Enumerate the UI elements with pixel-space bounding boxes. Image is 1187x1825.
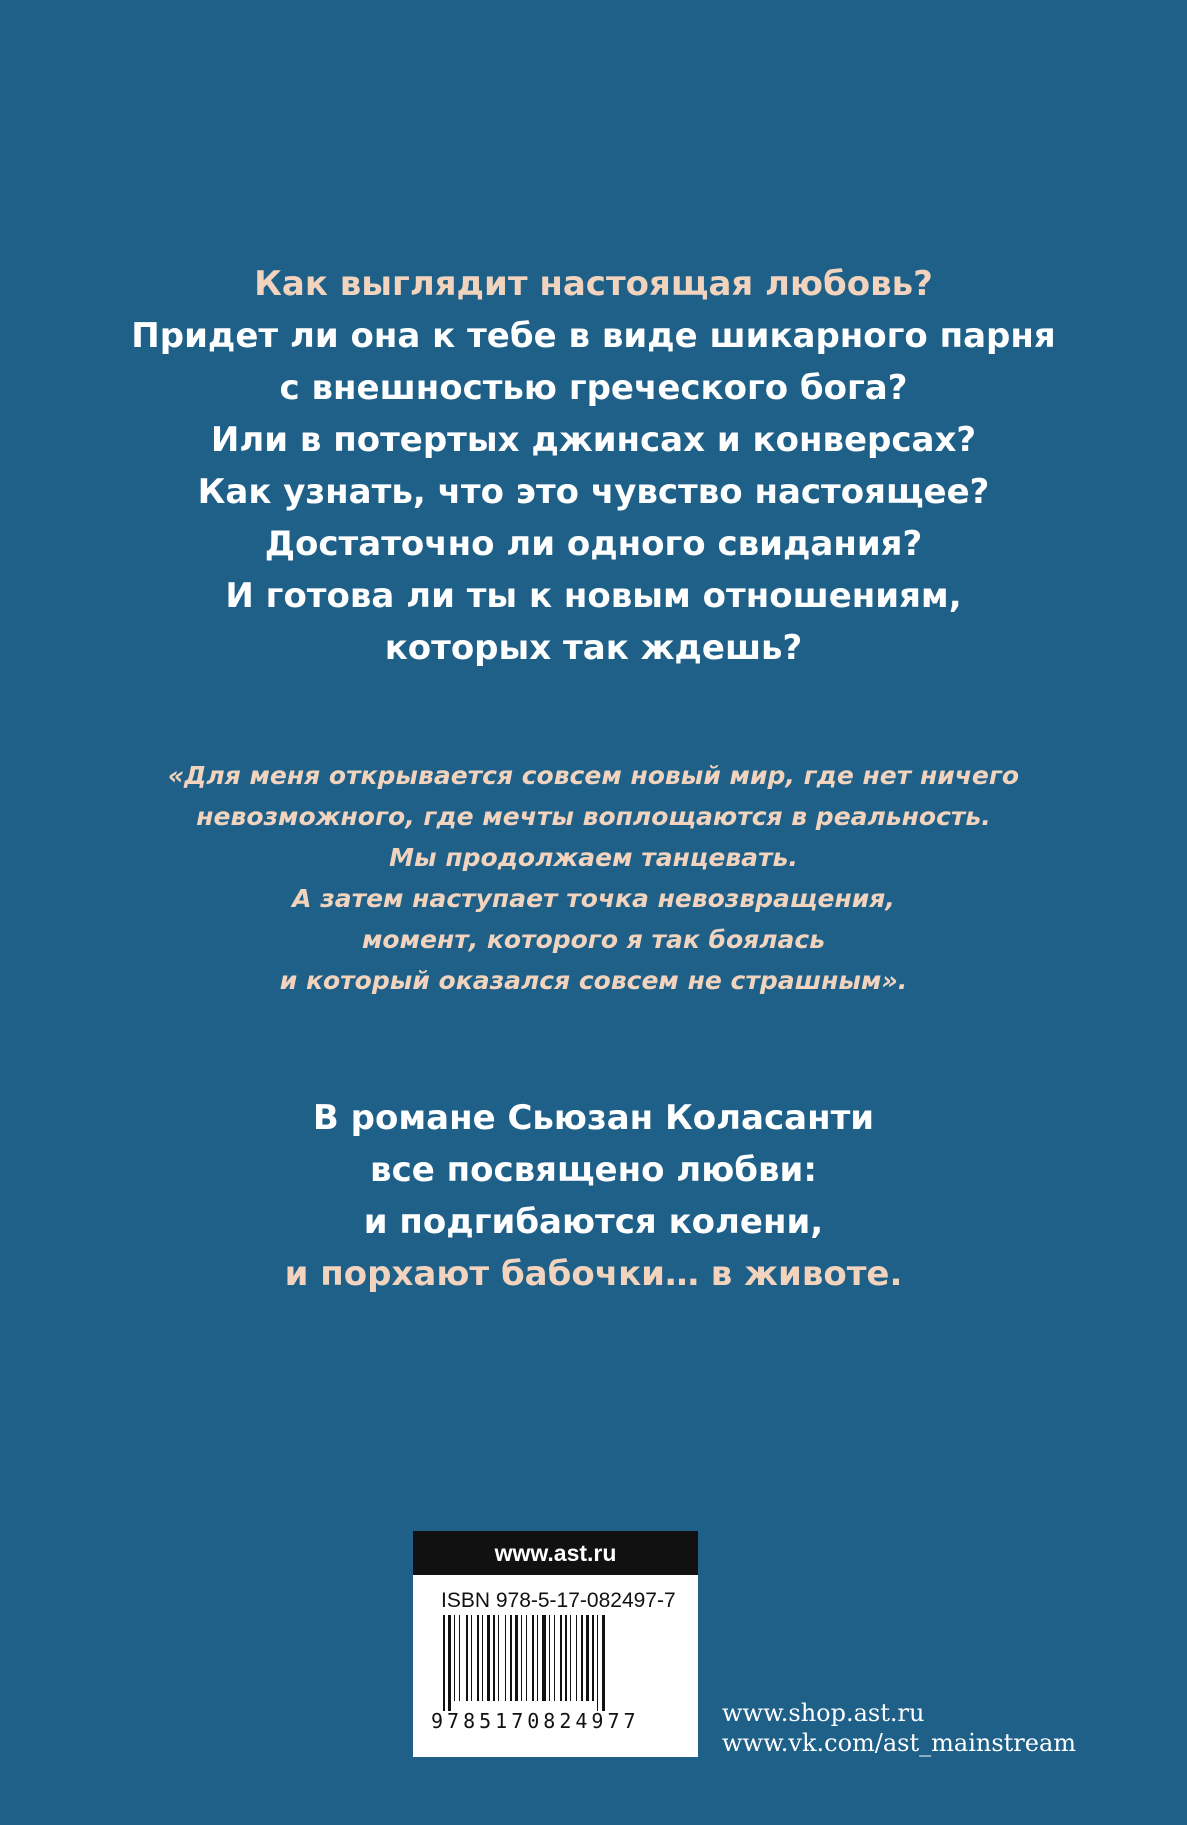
- closing-line: и подгибаются колени,: [363, 1202, 824, 1242]
- closing-line: В романе Сьюзан Коласанти: [312, 1098, 875, 1138]
- blurb-questions: [0, 258, 1187, 674]
- shop-link[interactable]: www.shop.ast.ru: [722, 1699, 925, 1727]
- closing-blurb: [0, 1092, 1187, 1300]
- ean-digits: 9785170824977: [431, 1709, 640, 1733]
- blurb-line: Как узнать, что это чувство настоящее?: [197, 472, 990, 512]
- blurb-line: Или в потертых джинсах и конверсах?: [210, 420, 977, 460]
- publisher-site: www.ast.ru: [413, 1531, 698, 1575]
- quote-line: и который оказался совсем не страшным».: [279, 966, 908, 995]
- quote-line: момент, которого я так боялась: [361, 925, 826, 954]
- book-quote: [0, 755, 1187, 1001]
- quote-line: А затем наступает точка невозвращения,: [292, 884, 895, 913]
- quote-line: Мы продолжаем танцевать.: [389, 843, 798, 872]
- quote-line: невозможного, где мечты воплощаются в реальность.: [196, 802, 991, 831]
- closing-line: и порхают бабочки… в животе.: [284, 1254, 903, 1294]
- blurb-line: с внешностью греческого бога?: [279, 368, 908, 408]
- blurb-line: которых так ждешь?: [384, 628, 803, 668]
- vk-link[interactable]: www.vk.com/ast_mainstream: [722, 1729, 1077, 1757]
- quote-line: «Для меня открывается совсем новый мир, где нет ничего: [167, 761, 1020, 790]
- barcode-label: [413, 1531, 698, 1757]
- blurb-line: Придет ли она к тебе в виде шикарного парня: [131, 316, 1056, 356]
- closing-line: все посвящено любви:: [370, 1150, 817, 1190]
- web-links: [722, 1698, 1076, 1758]
- isbn-number: ISBN 978-5-17-082497-7: [441, 1589, 676, 1612]
- barcode-icon: [443, 1615, 673, 1711]
- blurb-line: Как выглядит настоящая любовь?: [254, 264, 933, 304]
- blurb-line: Достаточно ли одного свидания?: [264, 524, 923, 564]
- blurb-line: И готова ли ты к новым отношениям,: [225, 576, 962, 616]
